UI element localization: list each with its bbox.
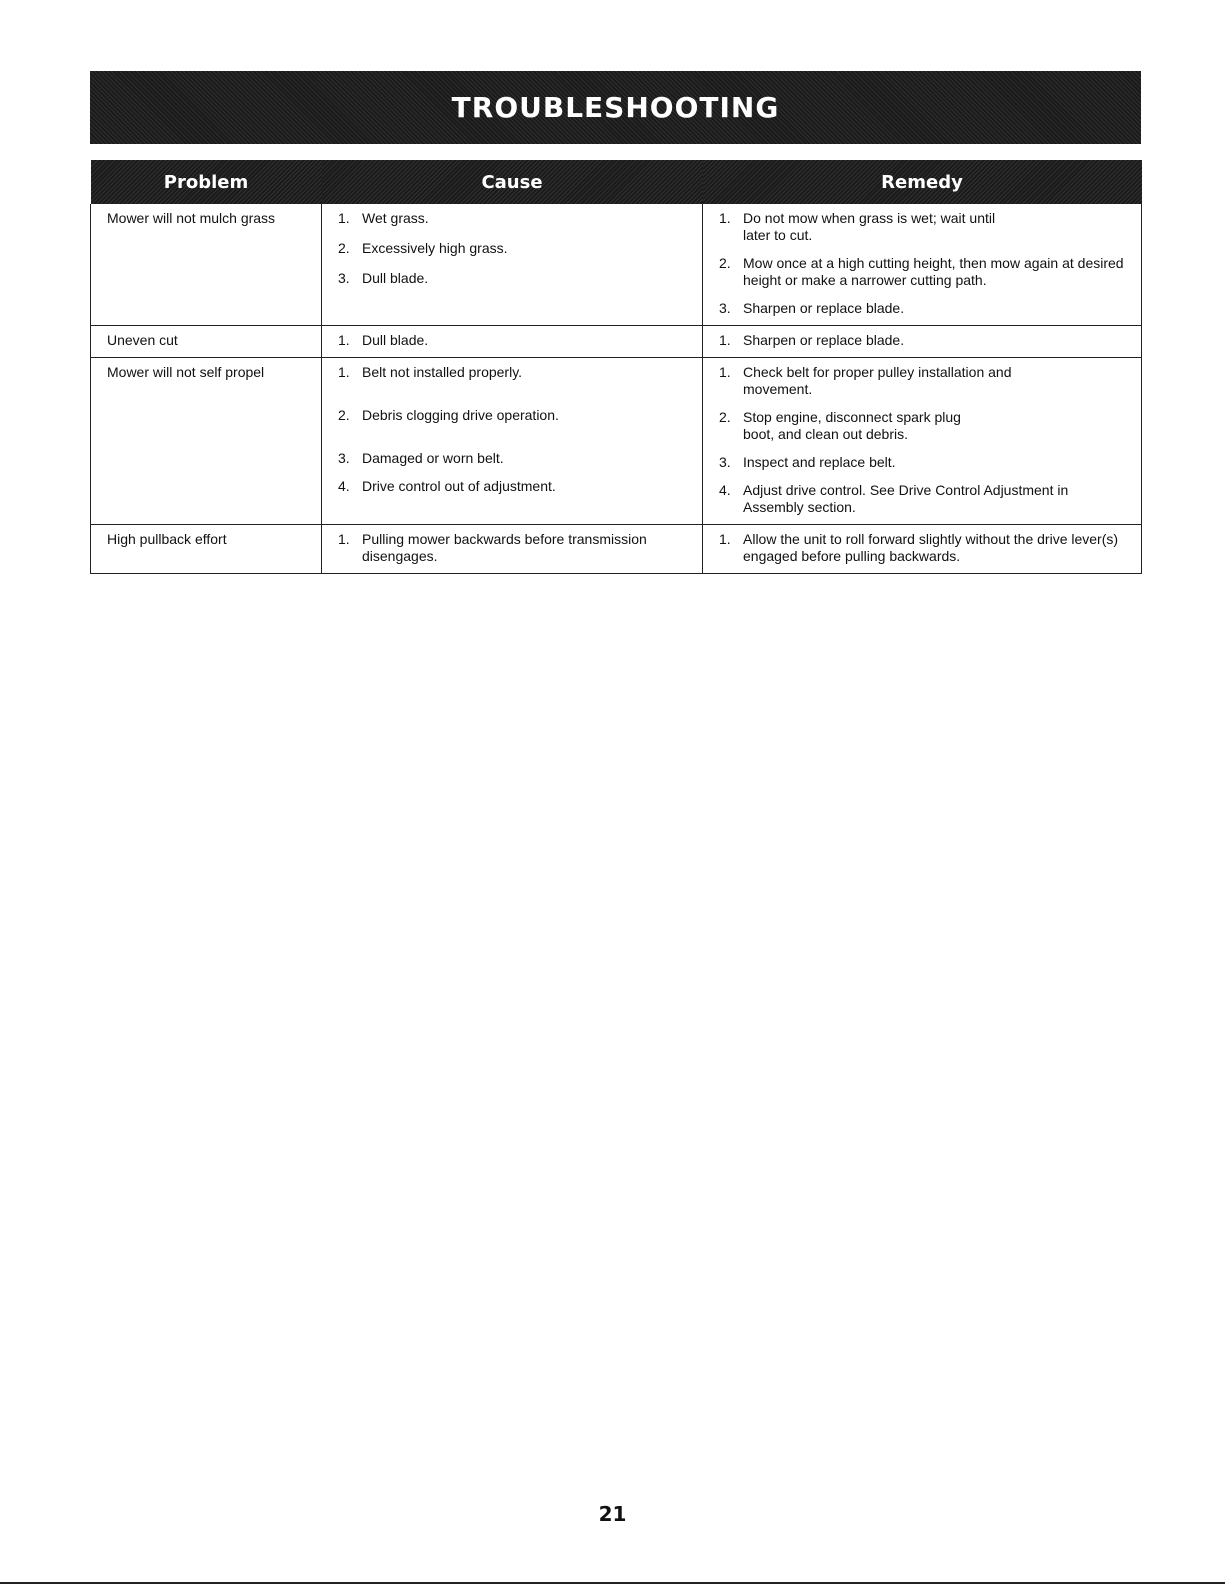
cause-list [338,531,692,565]
remedy-list [719,531,1131,565]
item-text: Pulling mower backwards before transmission disengages. [362,531,647,564]
list-item [719,482,1131,516]
item-text: Damaged or worn belt. [362,450,504,466]
bottom-divider [0,1582,1225,1584]
item-number: 1. [338,210,350,226]
problem-text: Mower will not mulch grass [107,210,276,226]
item-text: Do not mow when grass is wet; wait until later to cut. [743,210,996,243]
header-problem: Problem [91,160,322,204]
cause-cell [322,204,703,326]
item-text: Mow once at a high cutting height, then mow again at desired height or make a narrower cutting path. [743,255,1124,288]
item-number: 1. [719,364,731,380]
item-text: Sharpen or replace blade. [743,332,905,348]
table-row [91,204,1142,326]
problem-text: Uneven cut [107,332,178,348]
list-item [338,240,692,257]
item-text: Sharpen or replace blade. [743,300,905,316]
item-number: 3. [719,300,731,316]
item-number: 4. [719,482,731,498]
item-text: Stop engine, disconnect spark plug boot, and clean out debris. [743,409,961,442]
item-text: Adjust drive control. See Drive Control Adjustment in Assembly section. [743,482,1069,515]
list-item [338,270,692,287]
problem-cell [91,358,322,525]
item-number: 3. [338,270,350,286]
table-row [91,326,1142,358]
item-text: Belt not installed properly. [362,364,523,380]
item-text: Inspect and replace belt. [743,454,896,470]
remedy-list [719,364,1131,516]
item-number: 3. [338,450,350,466]
list-item [719,531,1131,565]
remedy-list [719,332,1131,349]
cause-list [338,210,692,287]
item-text: Allow the unit to roll forward slightly without the drive lever(s) engaged before pulling backwards. [743,531,1119,564]
list-item [719,332,1131,349]
list-item [338,364,692,381]
list-item [338,407,692,424]
remedy-list [719,210,1131,317]
item-number: 1. [338,364,350,380]
list-item [719,454,1131,471]
item-number: 1. [338,332,350,348]
problem-text: High pullback effort [107,531,227,547]
item-number: 1. [719,332,731,348]
cause-list [338,364,692,495]
list-item [719,409,1131,443]
item-number: 3. [719,454,731,470]
section-banner [90,71,1141,144]
list-item [719,300,1131,317]
item-text: Check belt for proper pulley installation and movement. [743,364,1012,397]
list-item [338,531,692,565]
list-item [338,332,692,349]
list-item [338,450,692,467]
item-text: Dull blade. [362,270,429,286]
list-item [719,210,1131,244]
list-item [719,364,1131,398]
problem-cell [91,326,322,358]
remedy-cell [703,358,1142,525]
page-number: 21 [598,1502,627,1526]
item-number: 1. [338,531,350,547]
item-text: Drive control out of adjustment. [362,478,556,494]
list-item [338,478,692,495]
item-number: 2. [719,255,731,271]
header-remedy: Remedy [703,160,1142,204]
troubleshooting-table [90,160,1142,574]
remedy-cell [703,525,1142,574]
table-header-row [91,160,1142,204]
item-number: 2. [338,407,350,423]
header-cause: Cause [322,160,703,204]
problem-cell [91,525,322,574]
cause-cell [322,525,703,574]
problem-text: Mower will not self propel [107,364,265,380]
list-item [719,255,1131,289]
item-number: 4. [338,478,350,494]
remedy-cell [703,326,1142,358]
table-row [91,525,1142,574]
item-number: 1. [719,531,731,547]
item-text: Excessively high grass. [362,240,508,256]
page-title: TROUBLESHOOTING [451,91,780,124]
item-text: Dull blade. [362,332,429,348]
remedy-cell [703,204,1142,326]
item-text: Wet grass. [362,210,429,226]
item-number: 2. [338,240,350,256]
cause-cell [322,358,703,525]
item-number: 1. [719,210,731,226]
cause-list [338,332,692,349]
list-item [338,210,692,227]
problem-cell [91,204,322,326]
item-text: Debris clogging drive operation. [362,407,559,423]
table-row [91,358,1142,525]
item-number: 2. [719,409,731,425]
cause-cell [322,326,703,358]
